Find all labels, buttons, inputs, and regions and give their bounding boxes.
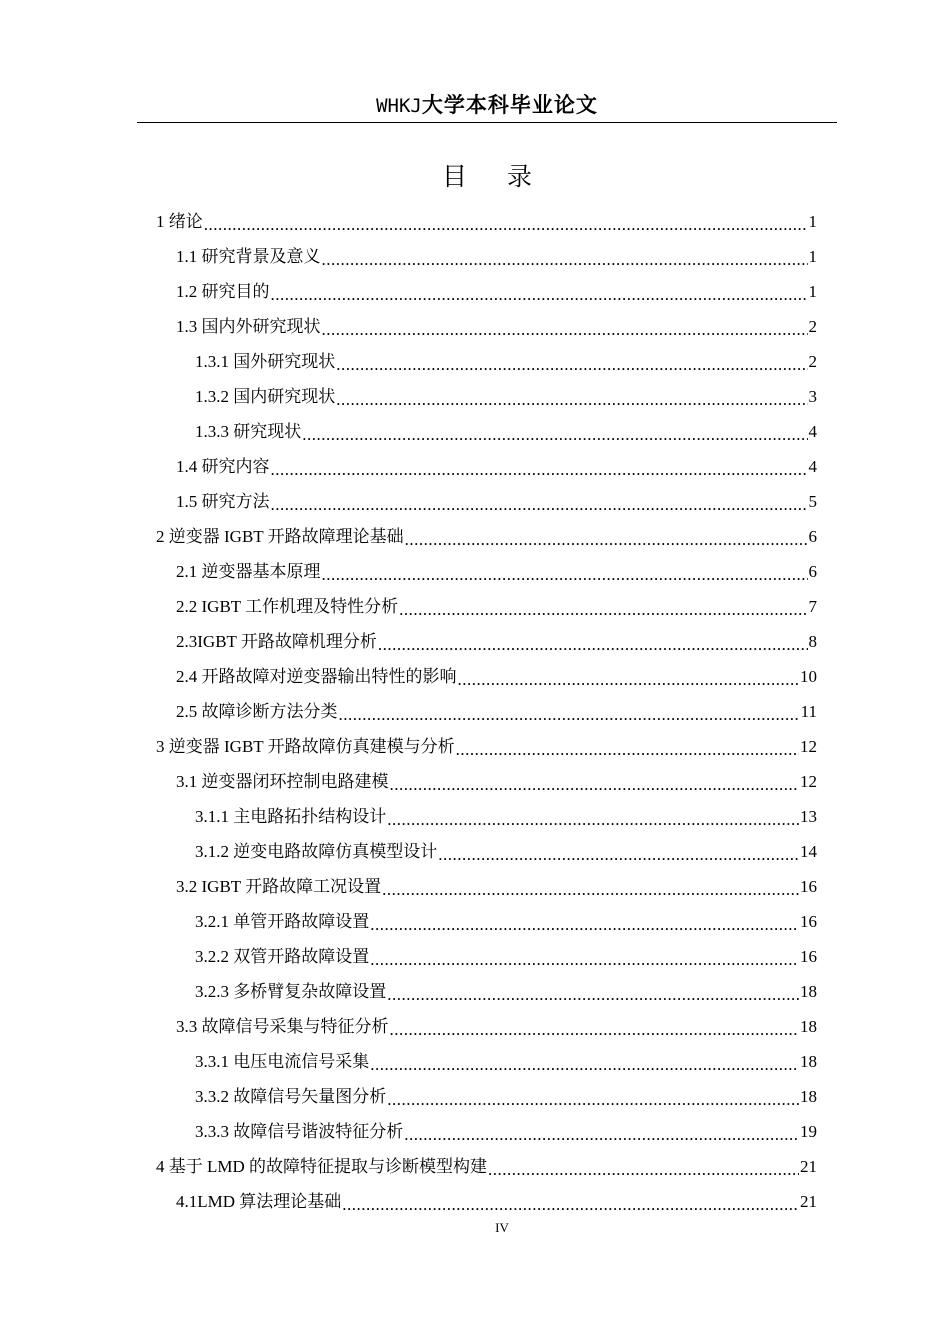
toc-entry[interactable] [0,624,950,659]
toc-entry[interactable] [0,309,950,344]
toc-entry[interactable] [0,869,950,904]
toc-entry-title: 4 基于 LMD 的故障特征提取与诊断模型构建 [156,1157,488,1176]
toc-entry-title: 3.3 故障信号采集与特征分析 [176,1017,389,1036]
toc-entry[interactable] [0,729,950,764]
toc-entry-title: 1.5 研究方法 [176,492,270,511]
toc-dot-leader [370,948,799,972]
toc-entry-page: 3 [808,387,817,406]
toc-entry-title: 3.2.1 单管开路故障设置 [195,912,370,931]
toc-dot-leader [458,668,800,692]
toc-entry-title: 1.4 研究内容 [176,457,270,476]
toc-entry-page: 1 [808,282,817,301]
toc-dot-leader [336,388,807,412]
toc-entry[interactable] [0,379,950,414]
toc-entry-page: 13 [800,807,817,826]
toc-entry[interactable] [0,1009,950,1044]
page-header [137,88,837,122]
toc-entry-title: 2.4 开路故障对逆变器输出特性的影响 [176,667,457,686]
toc-entry-title: 3.3.3 故障信号谐波特征分析 [195,1122,404,1141]
toc-entry[interactable] [0,414,950,449]
toc-dot-leader [390,1018,800,1042]
toc-entry[interactable] [0,589,950,624]
toc-entry[interactable] [0,239,950,274]
toc-entry[interactable] [0,659,950,694]
toc-entry-page: 18 [800,1052,817,1071]
toc-entry-page: 12 [800,772,817,791]
toc-entry-title: 2.5 故障诊断方法分类 [176,702,338,721]
toc-dot-leader [370,1053,799,1077]
toc-dot-leader [302,423,807,447]
toc-entry[interactable] [0,1114,950,1149]
toc-entry-title: 1.3.2 国内研究现状 [195,387,336,406]
toc-entry[interactable] [0,204,950,239]
toc-entry[interactable] [0,554,950,589]
toc-entry-title: 3.3.2 故障信号矢量图分析 [195,1087,387,1106]
toc-dot-leader [271,283,808,307]
toc-entry-title: 1.1 研究背景及意义 [176,247,321,266]
toc-entry[interactable] [0,274,950,309]
toc-entry[interactable] [0,1184,950,1219]
header-latin-text: WHKJ [376,95,422,117]
toc-entry-title: 1.3.1 国外研究现状 [195,352,336,371]
toc-entry-title: 1 绪论 [156,212,203,231]
toc-entry[interactable] [0,344,950,379]
toc-dot-leader [339,703,800,727]
toc-dot-leader [271,458,808,482]
toc-entry[interactable] [0,834,950,869]
toc-entry-title: 3.1.2 逆变电路故障仿真模型设计 [195,842,438,861]
toc-entry-page: 1 [808,247,817,266]
toc-entry-title: 2.3IGBT 开路故障机理分析 [176,632,377,651]
toc-entry[interactable] [0,449,950,484]
toc-entry[interactable] [0,694,950,729]
toc-entry[interactable] [0,939,950,974]
toc-dot-leader [382,878,799,902]
toc-dot-leader [387,983,799,1007]
toc-entry-title: 3 逆变器 IGBT 开路故障仿真建模与分析 [156,737,455,756]
toc-entry-page: 21 [800,1157,817,1176]
toc-dot-leader [390,773,800,797]
toc-entry-title: 3.2.3 多桥臂复杂故障设置 [195,982,387,1001]
toc-entry-page: 6 [808,562,817,581]
toc-entry-page: 16 [800,877,817,896]
toc-entry[interactable] [0,1044,950,1079]
toc-entry[interactable] [0,1079,950,1114]
toc-dot-leader [342,1193,799,1217]
toc-entry-title: 2 逆变器 IGBT 开路故障理论基础 [156,527,404,546]
toc-entry[interactable] [0,799,950,834]
toc-entry-page: 5 [808,492,817,511]
header-divider [137,122,837,123]
toc-entry-title: 1.3.3 研究现状 [195,422,302,441]
toc-entry[interactable] [0,764,950,799]
toc-entry-page: 4 [808,457,817,476]
toc-entry-page: 2 [808,317,817,336]
toc-entry-title: 2.1 逆变器基本原理 [176,562,321,581]
toc-dot-leader [322,248,808,272]
toc-dot-leader [322,318,808,342]
toc-dot-leader [387,1088,799,1112]
toc-entry[interactable] [0,519,950,554]
toc-dot-leader [322,563,808,587]
toc-entry-title: 3.1.1 主电路拓扑结构设计 [195,807,387,826]
toc-dot-leader [488,1158,799,1182]
toc-entry-page: 18 [800,982,817,1001]
toc-dot-leader [456,738,799,762]
toc-dot-leader [399,598,807,622]
toc-dot-leader [387,808,799,832]
toc-dot-leader [204,213,808,237]
header-title-text: 大学本科毕业论文 [421,93,598,117]
toc-dot-leader [370,913,799,937]
toc-entry-page: 16 [800,912,817,931]
toc-dot-leader [336,353,807,377]
toc-entry-title: 3.1 逆变器闭环控制电路建模 [176,772,389,791]
toc-entry[interactable] [0,484,950,519]
toc-entry-page: 4 [808,422,817,441]
toc-entry-page: 8 [808,632,817,651]
toc-entry-page: 1 [808,212,817,231]
toc-entry-title: 4.1LMD 算法理论基础 [176,1192,342,1211]
table-of-contents [0,204,950,1219]
toc-entry[interactable] [0,904,950,939]
toc-dot-leader [271,493,808,517]
toc-entry[interactable] [0,974,950,1009]
toc-dot-leader [378,633,808,657]
toc-entry-title: 3.3.1 电压电流信号采集 [195,1052,370,1071]
toc-entry-page: 19 [800,1122,817,1141]
toc-entry-page: 12 [800,737,817,756]
toc-entry-page: 6 [808,527,817,546]
page-number: IV [495,1220,509,1235]
toc-entry-page: 7 [808,597,817,616]
toc-entry-page: 18 [800,1087,817,1106]
toc-entry[interactable] [0,1149,950,1184]
toc-dot-leader [438,843,799,867]
toc-entry-title: 1.2 研究目的 [176,282,270,301]
toc-entry-title: 2.2 IGBT 工作机理及特性分析 [176,597,399,616]
toc-entry-page: 21 [800,1192,817,1211]
toc-entry-title: 1.3 国内外研究现状 [176,317,321,336]
toc-entry-page: 2 [808,352,817,371]
toc-entry-title: 3.2.2 双管开路故障设置 [195,947,370,966]
toc-dot-leader [405,528,808,552]
toc-entry-page: 14 [800,842,817,861]
toc-entry-page: 10 [800,667,817,686]
toc-heading: 目 录 [442,162,548,191]
toc-entry-title: 3.2 IGBT 开路故障工况设置 [176,877,382,896]
toc-dot-leader [404,1123,799,1147]
toc-entry-page: 11 [800,702,817,721]
toc-entry-page: 16 [800,947,817,966]
toc-entry-page: 18 [800,1017,817,1036]
